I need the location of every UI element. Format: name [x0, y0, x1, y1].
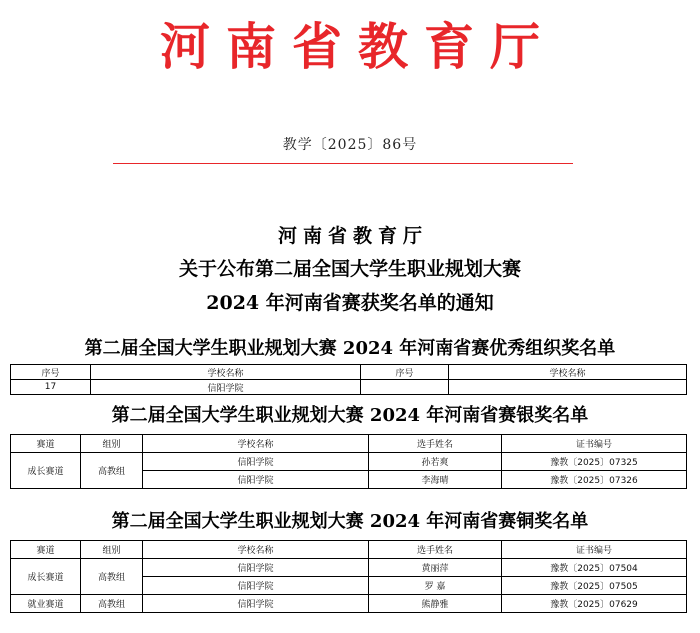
col-header-track: 赛道	[11, 541, 81, 559]
row-school: 信阳学院	[91, 380, 361, 395]
col-header-cert: 证书编号	[502, 541, 687, 559]
issuer-title: 河南省教育厅	[160, 17, 556, 76]
row-no-2	[361, 380, 449, 395]
col-header-no-2: 序号	[361, 365, 449, 380]
row-cert: 豫教〔2025〕07326	[502, 471, 687, 489]
table-row	[11, 595, 687, 613]
row-group: 高教组	[81, 559, 143, 595]
col-header-track: 赛道	[11, 435, 81, 453]
notice-title-line-3: 2024 年河南省赛获奖名单的通知	[206, 292, 494, 314]
red-divider	[113, 163, 573, 164]
row-track: 就业赛道	[11, 595, 81, 613]
row-school: 信阳学院	[143, 595, 369, 613]
row-name: 黄丽萍	[369, 559, 502, 577]
row-cert: 豫教〔2025〕07504	[502, 559, 687, 577]
bronze-award-table	[10, 540, 687, 613]
row-group: 高教组	[81, 595, 143, 613]
row-name: 孙若爽	[369, 453, 502, 471]
row-name: 熊静雅	[369, 595, 502, 613]
table-header-row	[11, 365, 687, 380]
row-school: 信阳学院	[143, 577, 369, 595]
organization-award-table	[10, 364, 687, 395]
row-school-2	[449, 380, 687, 395]
table-row	[11, 453, 687, 471]
col-header-school-2: 学校名称	[449, 365, 687, 380]
row-track: 成长赛道	[11, 559, 81, 595]
silver-award-table	[10, 434, 687, 489]
col-header-group: 组别	[81, 435, 143, 453]
row-no: 17	[11, 380, 91, 395]
row-cert: 豫教〔2025〕07505	[502, 577, 687, 595]
col-header-no: 序号	[11, 365, 91, 380]
row-school: 信阳学院	[143, 559, 369, 577]
table-row	[11, 559, 687, 577]
document-number: 教学〔2025〕86号	[282, 137, 418, 153]
col-header-name: 选手姓名	[369, 435, 502, 453]
silver-award-title: 第二届全国大学生职业规划大赛 2024 年河南省赛银奖名单	[111, 405, 589, 426]
row-cert: 豫教〔2025〕07325	[502, 453, 687, 471]
table-header-row	[11, 435, 687, 453]
bronze-award-title: 第二届全国大学生职业规划大赛 2024 年河南省赛铜奖名单	[111, 511, 589, 532]
col-header-name: 选手姓名	[369, 541, 502, 559]
organization-award-title: 第二届全国大学生职业规划大赛 2024 年河南省赛优秀组织奖名单	[84, 338, 616, 359]
col-header-school: 学校名称	[91, 365, 361, 380]
row-group: 高教组	[81, 453, 143, 489]
row-school: 信阳学院	[143, 471, 369, 489]
notice-title-line-1: 河南省教育厅	[277, 225, 428, 247]
table-header-row	[11, 541, 687, 559]
col-header-school: 学校名称	[143, 541, 369, 559]
table-row	[11, 380, 687, 395]
row-cert: 豫教〔2025〕07629	[502, 595, 687, 613]
col-header-group: 组别	[81, 541, 143, 559]
row-track: 成长赛道	[11, 453, 81, 489]
row-name: 李海晴	[369, 471, 502, 489]
row-name: 罗 嘉	[369, 577, 502, 595]
notice-title-line-2: 关于公布第二届全国大学生职业规划大赛	[178, 258, 521, 280]
col-header-cert: 证书编号	[502, 435, 687, 453]
col-header-school: 学校名称	[143, 435, 369, 453]
row-school: 信阳学院	[143, 453, 369, 471]
